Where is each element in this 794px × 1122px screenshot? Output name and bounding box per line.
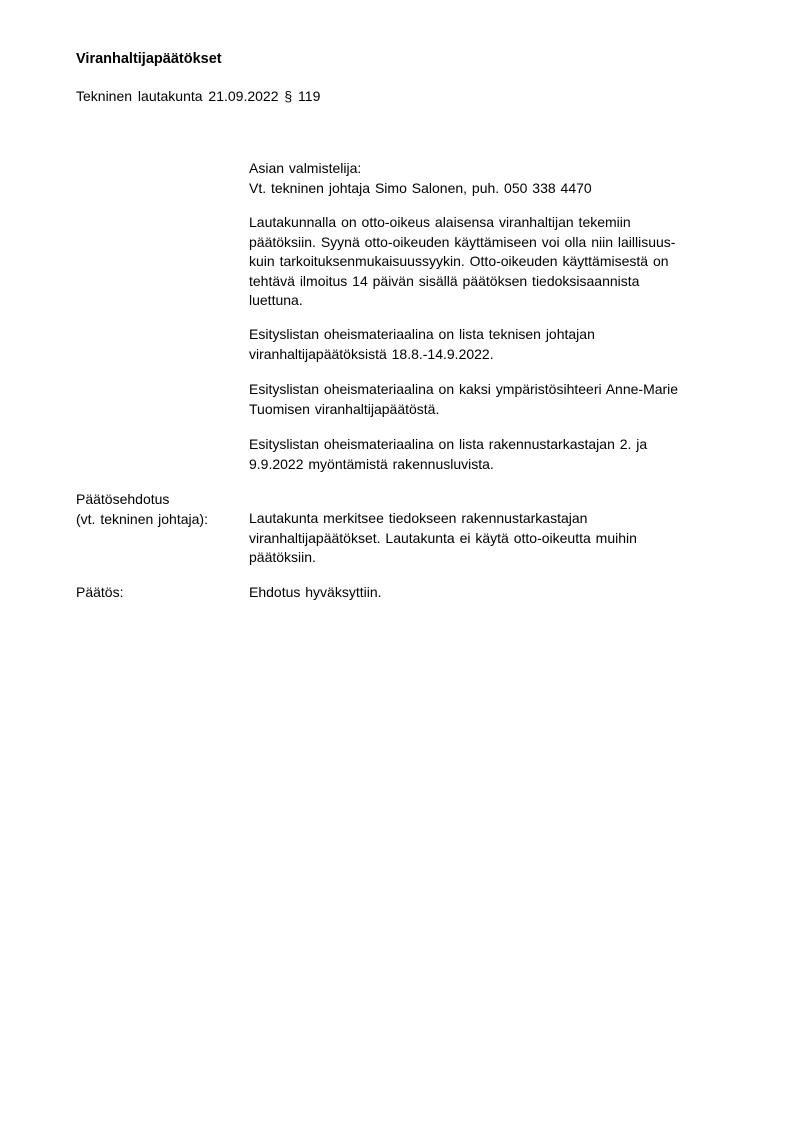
document-title: Viranhaltijapäätökset: [76, 51, 222, 67]
preparer-block: [249, 159, 739, 198]
paragraph-line: tehtävä ilmoitus 14 päivän sisällä päätöksen tiedoksisaannista: [249, 272, 640, 289]
paragraph-line: päätöksiin. Syynä otto-oikeuden käyttämiseen voi olla niin laillisuus-: [249, 233, 676, 250]
paragraph-line: Esityslistan oheismateriaalina on lista rakennustarkastajan 2. ja: [249, 436, 648, 452]
paragraph-line: 9.9.2022 myöntämistä rakennusluvista.: [249, 455, 494, 472]
proposal-line: päätöksiin.: [249, 549, 316, 565]
paragraph-line: luettuna.: [249, 292, 303, 308]
decision-label: Päätös:: [76, 584, 124, 600]
paragraph-teknisen-johtajan: [249, 325, 739, 364]
paragraph-line: kuin tarkoituksenmukaisuussyykin. Otto-oikeuden käyttämisestä on: [249, 253, 669, 269]
paragraph-line: Esityslistan oheismateriaalina on kaksi ympäristösihteeri Anne-Marie: [249, 381, 679, 397]
preparer-name: Vt. tekninen johtaja Simo Salonen, puh. 050 338 4470: [249, 179, 592, 196]
paragraph-line: viranhaltijapäätöksistä 18.8.-14.9.2022.: [249, 345, 494, 362]
preparer-label: Asian valmistelija:: [249, 160, 362, 176]
paragraph-line: Lautakunnalla on otto-oikeus alaisensa viranhaltijan tekemiin: [249, 214, 631, 230]
meeting-info: Tekninen lautakunta 21.09.2022 § 119: [76, 88, 321, 104]
proposal-label: [76, 490, 208, 529]
proposal-line: Lautakunta merkitsee tiedokseen rakennustarkastajan: [249, 510, 588, 526]
proposal-label-line: Päätösehdotus: [76, 491, 170, 507]
paragraph-otto-oikeus: [249, 213, 739, 311]
decision-text: Ehdotus hyväksyttiin.: [249, 584, 382, 600]
proposal-line: viranhaltijapäätökset. Lautakunta ei käytä otto-oikeutta muihin: [249, 529, 637, 546]
paragraph-rakennustarkastaja: [249, 435, 739, 474]
proposal-text: [249, 509, 739, 568]
paragraph-line: Esityslistan oheismateriaalina on lista teknisen johtajan: [249, 326, 595, 342]
proposal-label-line: (vt. tekninen johtaja):: [76, 510, 208, 527]
paragraph-ymparistosihteeri: [249, 380, 739, 419]
paragraph-line: Tuomisen viranhaltijapäätöstä.: [249, 400, 440, 417]
